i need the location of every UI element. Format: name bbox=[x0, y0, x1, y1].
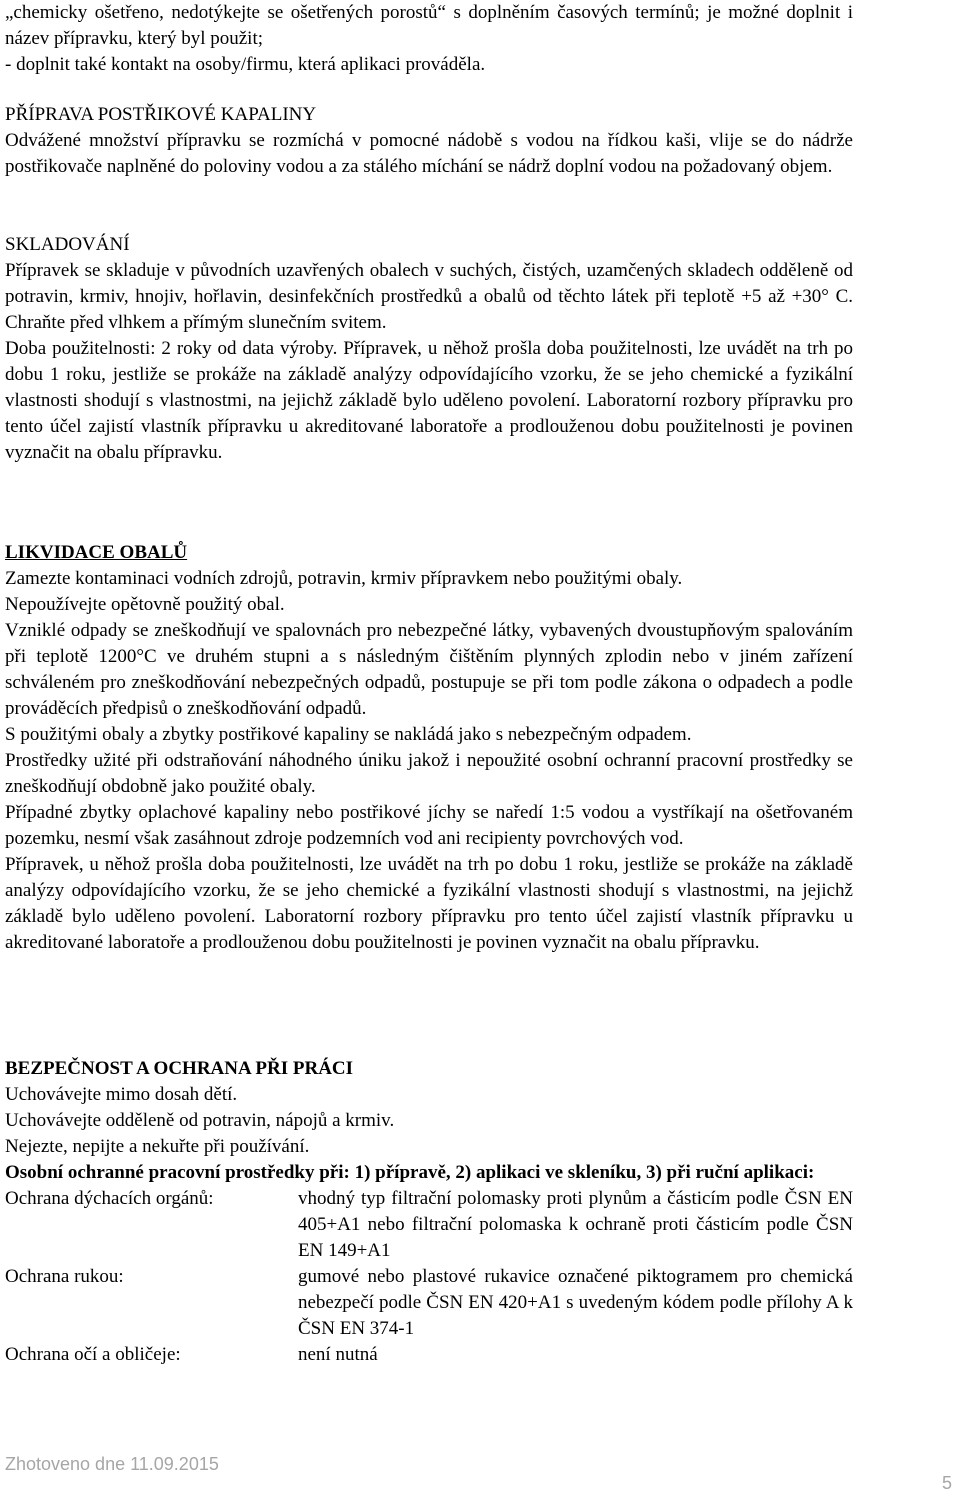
disposal-p2: Nepoužívejte opětovně použitý obal. bbox=[5, 594, 285, 615]
disposal-section bbox=[5, 540, 853, 956]
intro-line1: „chemicky ošetřeno, nedotýkejte se ošetřených porostů“ s doplněním časových termínů; je možné doplnit i název přípravku, který byl použit; bbox=[5, 2, 853, 49]
footer-date: Zhotoveno dne 11.09.2015 bbox=[5, 1454, 219, 1474]
storage-heading: SKLADOVÁNÍ bbox=[5, 234, 130, 255]
ppe-label: Ochrana očí a obličeje: bbox=[5, 1344, 181, 1365]
spray-heading: PŘÍPRAVA POSTŘIKOVÉ KAPALINY bbox=[5, 104, 317, 125]
page-number: 5 bbox=[941, 1473, 952, 1493]
storage-text: Přípravek se skladuje v původních uzavřených obalech v suchých, čistých, uzamčených skladech odděleně od potravin, krmiv, hnojiv, hořlavin, desinfekčních prostředků a obalů od těchto látek při teplotě +5 až +30° C. Chraňte před vlhkem a přímým slunečním svitem. bbox=[5, 260, 853, 333]
safety-line2: Uchovávejte odděleně od potravin, nápojů a krmiv. bbox=[5, 1110, 395, 1131]
table-row bbox=[5, 1264, 853, 1342]
ppe-value: vhodný typ filtrační polomasky proti plynům a částicím podle ČSN EN 405+A1 nebo filtrační polomaska k ochraně proti částicím podle ČSN EN 149+A1 bbox=[298, 1188, 853, 1261]
spray-section bbox=[5, 102, 853, 180]
disposal-heading: LIKVIDACE OBALŮ bbox=[5, 542, 188, 563]
ppe-label: Ochrana rukou: bbox=[5, 1266, 124, 1287]
intro-line2: - doplnit také kontakt na osoby/firmu, která aplikaci prováděla. bbox=[5, 54, 486, 75]
disposal-p1: Zamezte kontaminaci vodních zdrojů, potravin, krmiv přípravkem nebo použitými obaly. bbox=[5, 568, 683, 589]
ppe-heading: Osobní ochranné pracovní prostředky při: 1) přípravě, 2) aplikaci ve skleníku, 3) při ruční aplikaci: bbox=[5, 1162, 815, 1183]
storage-text2: Doba použitelnosti: 2 roky od data výroby. Přípravek, u něhož prošla doba použitelnosti, lze uvádět na trh po dobu 1 roku, jestliže se prokáže na základě analýzy odpovídajícího vzorku, že se jeho chemické a fyzikální vlastnosti shodují s vlastnostmi, na jejichž základě bylo uděleno povolení. Laboratorní rozbory přípravku pro tento účel zajistí vlastník přípravku u akreditované laboratoře a prodlouženou dobu použitelnosti je povinen vyznačit na obalu přípravku. bbox=[5, 338, 853, 463]
disposal-p6: Případné zbytky oplachové kapaliny nebo postřikové jíchy se naředí 1:5 vodou a vystříkají na ošetřovaném pozemku, nesmí však zasáhnout zdroje podzemních vod ani recipienty povrchových vod. bbox=[5, 802, 853, 849]
intro-block bbox=[5, 0, 853, 78]
disposal-p3: Vzniklé odpady se zneškodňují ve spalovnách pro nebezpečné látky, vybavených dvoustupňovým spalováním při teplotě 1200°C ve druhém stupni a s následným čištěním plynných zplodin nebo v jiném zařízení schváleném pro zneškodňování nebezpečných odpadů, postupuje se při tom podle zákona o odpadech a podle prováděcích předpisů o zneškodňování odpadů. bbox=[5, 620, 853, 719]
safety-line3: Nejezte, nepijte a nekuřte při používání. bbox=[5, 1136, 310, 1157]
ppe-label: Ochrana dýchacích orgánů: bbox=[5, 1188, 214, 1209]
disposal-p5: Prostředky užité při odstraňování náhodného úniku jakož i nepoužité osobní ochranní pracovní prostředky se zneškodňují obdobně jako použité obaly. bbox=[5, 750, 853, 797]
storage-section bbox=[5, 232, 853, 466]
ppe-table bbox=[5, 1186, 853, 1368]
ppe-value: gumové nebo plastové rukavice označené piktogramem pro chemická nebezpečí podle ČSN EN 420+A1 s uvedeným kódem podle přílohy A k ČSN EN 374-1 bbox=[298, 1266, 853, 1339]
table-row bbox=[5, 1186, 853, 1264]
disposal-p4: S použitými obaly a zbytky postřikové kapaliny se nakládá jako s nebezpečným odpadem. bbox=[5, 724, 692, 745]
safety-heading: BEZPEČNOST A OCHRANA PŘI PRÁCI bbox=[5, 1058, 354, 1079]
table-row bbox=[5, 1342, 853, 1368]
disposal-p7: Přípravek, u něhož prošla doba použitelnosti, lze uvádět na trh po dobu 1 roku, jestliže se prokáže na základě analýzy odpovídajícího vzorku, že se jeho chemické a fyzikální vlastnosti shodují s vlastnostmi, na jejichž základě bylo uděleno povolení. Laboratorní rozbory přípravku pro tento účel zajistí vlastník přípravku u akreditované laboratoře a prodlouženou dobu použitelnosti je povinen vyznačit na obalu přípravku. bbox=[5, 854, 853, 953]
safety-line1: Uchovávejte mimo dosah dětí. bbox=[5, 1084, 238, 1105]
spray-text: Odvážené množství přípravku se rozmíchá v pomocné nádobě s vodou na řídkou kaši, vlije se do nádrže postřikovače naplněné do poloviny vodou a za stálého míchání se nádrž doplní vodou na požadovaný objem. bbox=[5, 130, 853, 177]
ppe-value: není nutná bbox=[298, 1344, 378, 1365]
safety-section bbox=[5, 1056, 853, 1368]
